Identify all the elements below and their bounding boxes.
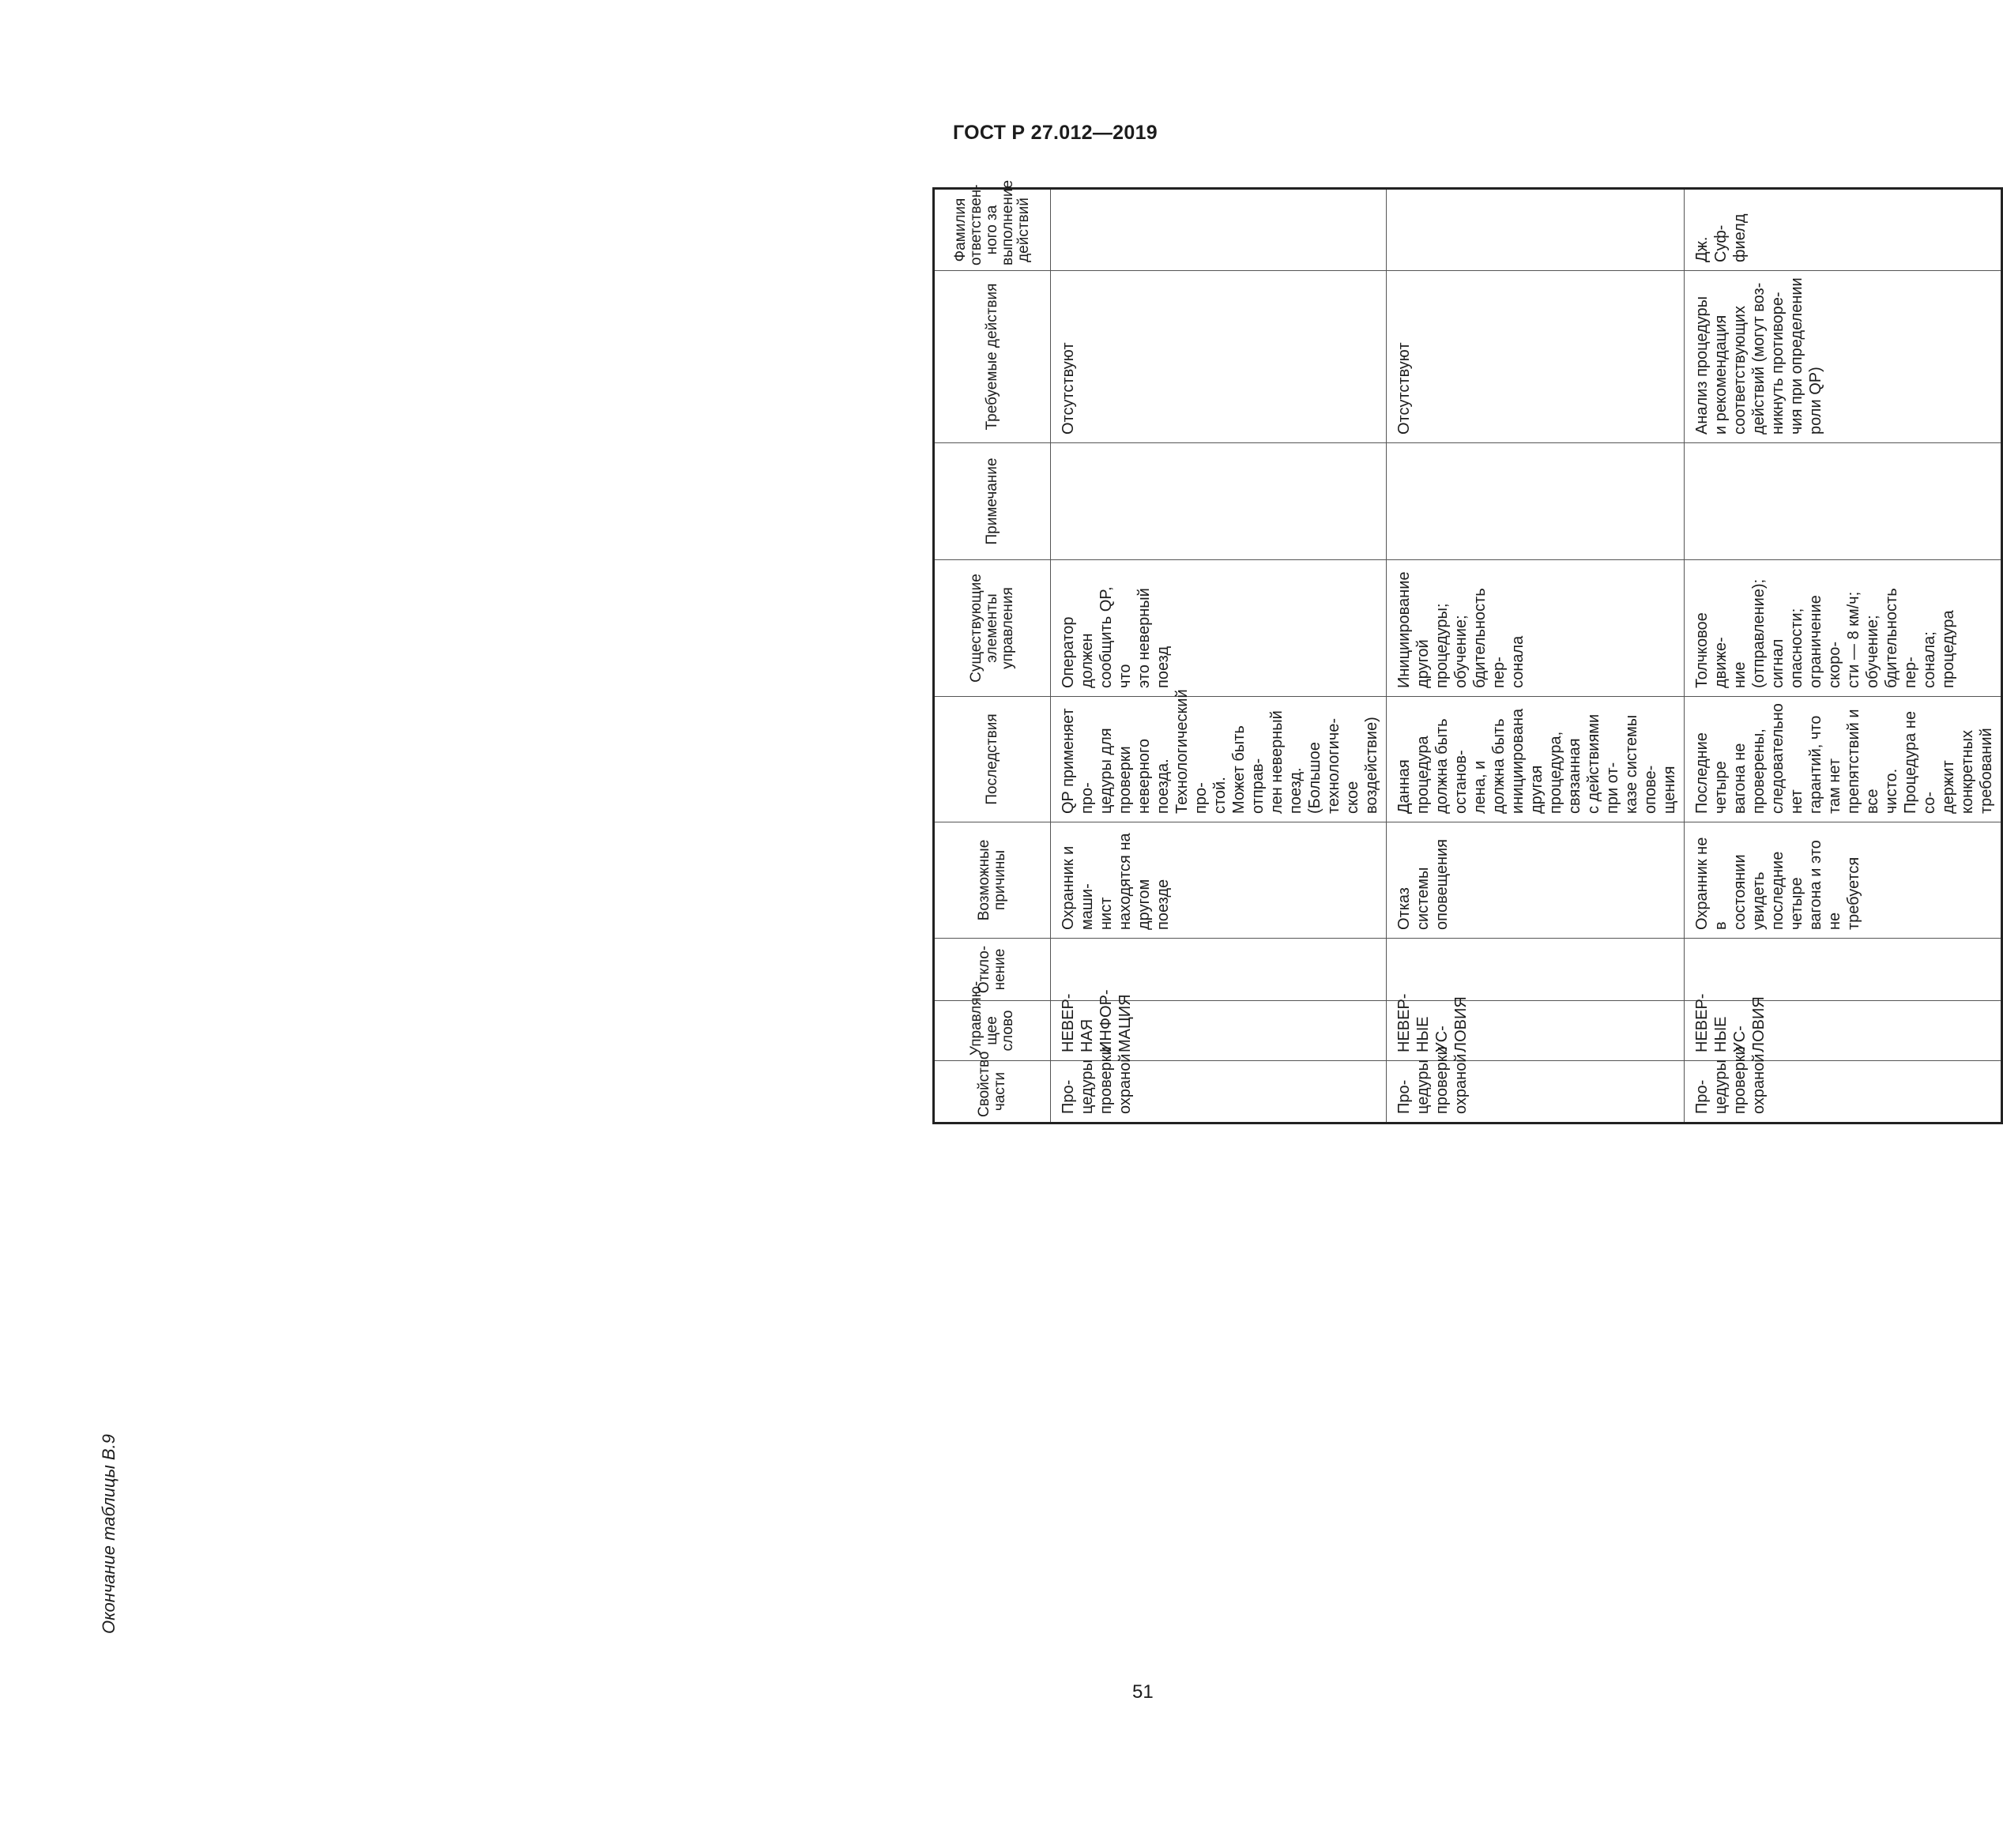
header-consequences: Последствия bbox=[934, 697, 1051, 822]
cell-deviation bbox=[1387, 939, 1685, 1001]
text-line: нист находятся на bbox=[1098, 833, 1134, 930]
text-line: цедуры bbox=[1712, 1059, 1730, 1114]
table-row bbox=[1051, 189, 1387, 1123]
cell-property bbox=[1387, 1046, 1685, 1123]
page-number: 51 bbox=[1132, 1681, 1154, 1703]
cell-deviation bbox=[1685, 939, 2002, 1001]
cell-note bbox=[1685, 443, 2002, 560]
text-line: требуется bbox=[1845, 856, 1862, 930]
text-line: сти — 8 км/ч; bbox=[1845, 591, 1862, 688]
text-line: оповещения bbox=[1433, 839, 1451, 930]
text-line: (Большое технологиче- bbox=[1306, 717, 1342, 814]
text-line: ограничение скоро- bbox=[1807, 595, 1843, 688]
header-note: Примечание bbox=[934, 443, 1051, 560]
text-line: ние (отправление); bbox=[1731, 578, 1768, 688]
text-line: проверки bbox=[1098, 1046, 1115, 1114]
text-line: чия при определении bbox=[1788, 277, 1805, 435]
text-line: НЕВЕР- bbox=[1693, 993, 1711, 1052]
text-line: сообщить QP, что bbox=[1098, 586, 1134, 688]
text-line: Данная процедура bbox=[1395, 736, 1432, 814]
cell-note bbox=[1051, 443, 1387, 560]
cell-note bbox=[1387, 443, 1685, 560]
table-row bbox=[1685, 189, 2002, 1123]
text-line: никнуть противоре- bbox=[1769, 292, 1787, 435]
text-line: Дж. Суф- bbox=[1693, 224, 1730, 262]
text-line: гарантий, что там нет bbox=[1807, 715, 1843, 814]
cell-consequences bbox=[1051, 689, 1387, 822]
cell-controls bbox=[1051, 560, 1387, 697]
text-line: Отсутствуют bbox=[1060, 342, 1077, 435]
header-causes: Возможные причины bbox=[934, 822, 1051, 939]
cell-actions bbox=[1051, 271, 1387, 443]
table-row bbox=[1387, 189, 1685, 1123]
text-line: Инициирование bbox=[1395, 571, 1413, 688]
text-line: ЛОВИЯ bbox=[1750, 996, 1768, 1052]
text-line: держит конкретных bbox=[1940, 729, 1976, 814]
text-line: неверного поезда. bbox=[1135, 739, 1172, 814]
hazop-table bbox=[932, 179, 2003, 1124]
cell-responsible bbox=[1387, 189, 1685, 271]
text-line: Про- bbox=[1060, 1079, 1077, 1114]
text-line: охраной bbox=[1116, 1053, 1134, 1114]
text-line: Отказ системы bbox=[1395, 867, 1432, 930]
text-line: сонала bbox=[1509, 635, 1527, 688]
text-line: ЛОВИЯ bbox=[1452, 996, 1470, 1052]
text-line: Отсутствуют bbox=[1395, 342, 1413, 435]
text-line: с действиями при от- bbox=[1585, 713, 1621, 814]
text-line: сигнал опасности; bbox=[1769, 608, 1805, 688]
cell-actions bbox=[1685, 271, 2002, 443]
header-responsible: Фамилия ответствен-ного за выполнение действий bbox=[934, 189, 1051, 271]
document-code: ГОСТ Р 27.012—2019 bbox=[952, 122, 1158, 144]
header-property: Свойство части bbox=[934, 1061, 1051, 1123]
text-line: последние четыре bbox=[1769, 851, 1805, 930]
header-guideword: Управляю-щее слово bbox=[934, 1001, 1051, 1061]
cell-property bbox=[1051, 1046, 1387, 1123]
text-line: вагона и это не bbox=[1807, 840, 1843, 930]
cell-responsible bbox=[1685, 189, 2002, 271]
text-line: проверки bbox=[1731, 1046, 1749, 1114]
text-line: это неверный поезд bbox=[1135, 588, 1172, 688]
text-line: бдительность пер- bbox=[1471, 588, 1508, 688]
text-line: Толчковое движе- bbox=[1693, 612, 1730, 688]
text-line: Процедура не со- bbox=[1902, 711, 1938, 814]
text-line: Про- bbox=[1693, 1079, 1711, 1114]
text-line: стой. bbox=[1211, 777, 1229, 814]
text-line: требований bbox=[1978, 728, 1995, 814]
text-line: QP применяет про- bbox=[1060, 708, 1096, 814]
text-line: обучение; bbox=[1864, 615, 1881, 688]
text-line: должна быть останов- bbox=[1433, 718, 1470, 814]
cell-guideword bbox=[1051, 989, 1387, 1061]
text-line: обучение; bbox=[1452, 615, 1470, 688]
text-line: Анализ процедуры bbox=[1693, 295, 1711, 435]
text-line: соответствующих bbox=[1731, 306, 1749, 435]
text-line: следовательно нет bbox=[1769, 703, 1805, 814]
cell-consequences bbox=[1387, 697, 1685, 822]
text-line: казе системы опове- bbox=[1623, 714, 1659, 814]
text-line: другой процедуры; bbox=[1414, 603, 1451, 688]
text-line: Охранник и маши- bbox=[1060, 845, 1096, 930]
table-header-row bbox=[934, 189, 1051, 1123]
text-line: проверки bbox=[1433, 1046, 1451, 1114]
cell-responsible bbox=[1051, 189, 1387, 271]
cell-guideword bbox=[1387, 993, 1685, 1061]
text-line: процедура, связанная bbox=[1547, 731, 1583, 814]
rotated-table-container bbox=[932, 179, 1995, 1124]
cell-consequences bbox=[1685, 697, 2002, 822]
header-actions: Требуемые действия bbox=[934, 271, 1051, 443]
table-caption: Окончание таблицы В.9 bbox=[99, 1434, 119, 1634]
text-line: щения bbox=[1661, 766, 1678, 814]
text-line: цедуры bbox=[1079, 1059, 1096, 1114]
text-line: НЫЕ УС- bbox=[1414, 1016, 1451, 1052]
text-line: вагона не проверены, bbox=[1731, 728, 1768, 814]
text-line: и рекомендация bbox=[1712, 314, 1730, 435]
cell-property bbox=[1685, 1046, 2002, 1123]
text-line: НАЯ bbox=[1079, 1018, 1096, 1052]
cell-guideword bbox=[1685, 993, 2002, 1061]
text-line: инициирована другая bbox=[1509, 708, 1546, 814]
text-line: НЫЕ УС- bbox=[1712, 1016, 1749, 1052]
text-line: цедуры bbox=[1414, 1059, 1432, 1114]
text-line: МАЦИЯ bbox=[1116, 994, 1134, 1052]
text-line: Охранник не в bbox=[1693, 837, 1730, 930]
text-line: лена, и должна быть bbox=[1471, 718, 1508, 814]
cell-controls bbox=[1387, 560, 1685, 697]
text-line: препятствий и все bbox=[1845, 709, 1881, 814]
text-line: другом поезде bbox=[1135, 879, 1172, 930]
text-line: ское воздействие) bbox=[1344, 717, 1380, 814]
cell-actions bbox=[1387, 271, 1685, 443]
cell-controls bbox=[1685, 560, 2002, 697]
text-line: Может быть отправ- bbox=[1230, 725, 1267, 814]
text-line: Технологический про- bbox=[1173, 689, 1210, 814]
text-line: Последние четыре bbox=[1693, 732, 1730, 814]
text-line: охраной bbox=[1750, 1053, 1768, 1114]
text-line: чисто. bbox=[1883, 768, 1900, 814]
text-line: роли QP) bbox=[1807, 367, 1824, 435]
text-line: действий (могут воз- bbox=[1750, 282, 1768, 435]
text-line: Оператор должен bbox=[1060, 616, 1096, 688]
text-line: НЕВЕР- bbox=[1060, 993, 1077, 1052]
text-line: цедуры для проверки bbox=[1098, 728, 1134, 814]
text-line: Про- bbox=[1395, 1079, 1413, 1114]
text-line: НЕВЕР- bbox=[1395, 993, 1413, 1052]
header-controls: Существующие элементы управления bbox=[934, 560, 1051, 697]
text-line: состоянии увидеть bbox=[1731, 854, 1768, 930]
text-line: лен неверный поезд. bbox=[1268, 710, 1305, 814]
text-line: фиелд bbox=[1731, 213, 1749, 262]
text-line: ИНФОР- bbox=[1098, 989, 1115, 1052]
text-line: охраной bbox=[1452, 1053, 1470, 1114]
text-line: бдительность пер- bbox=[1883, 588, 1919, 688]
cell-causes bbox=[1051, 822, 1387, 939]
header-deviation: Откло-нение bbox=[934, 939, 1051, 1001]
text-line: сонала; процедура bbox=[1921, 610, 1957, 688]
cell-causes bbox=[1685, 822, 2002, 939]
cell-causes bbox=[1387, 822, 1685, 939]
